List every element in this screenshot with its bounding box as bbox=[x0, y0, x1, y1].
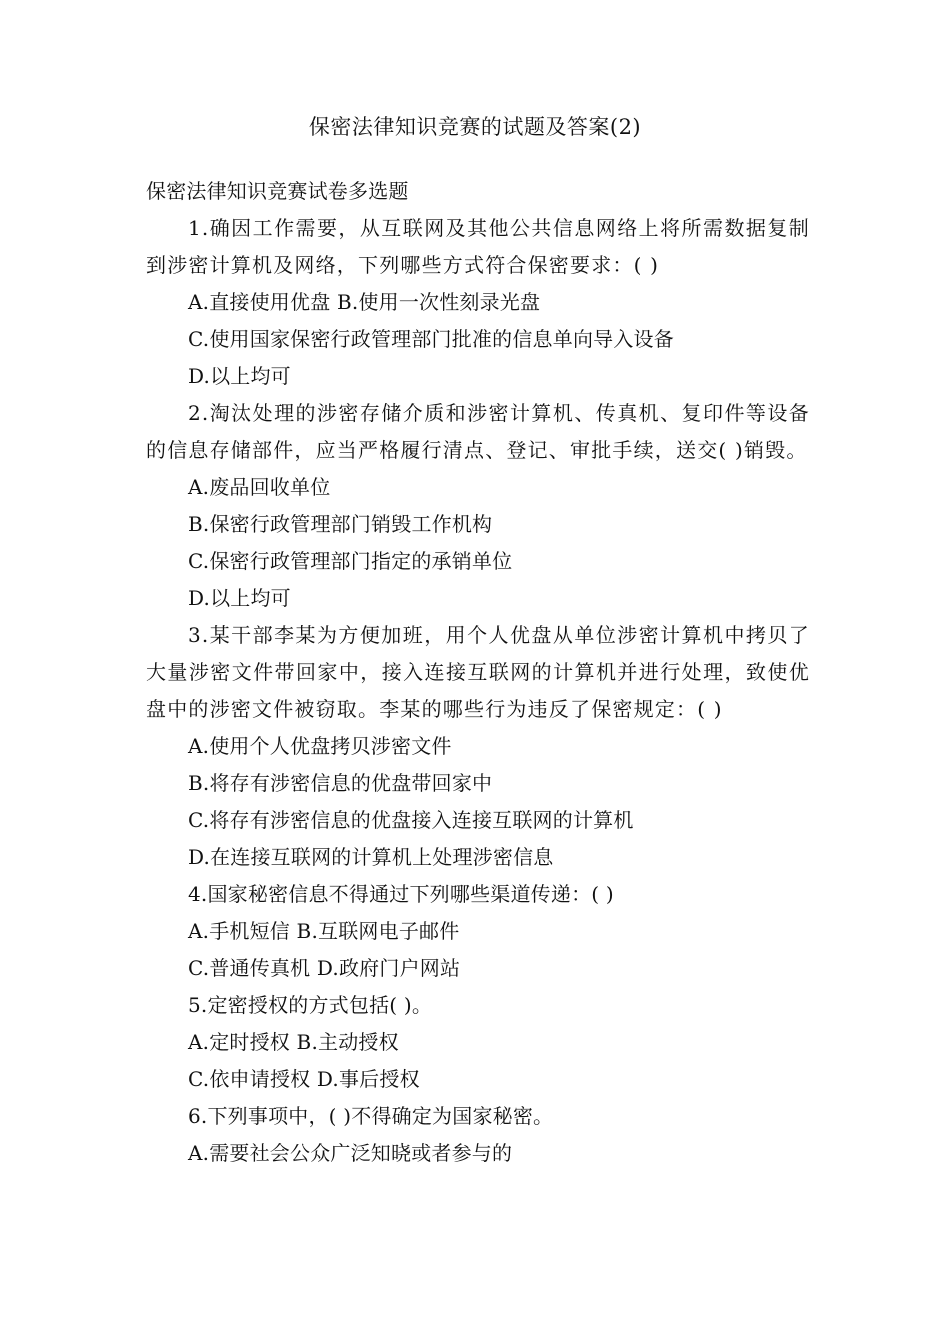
section-heading: 保密法律知识竞赛试卷多选题 bbox=[146, 179, 409, 203]
question-2-option-c: C.保密行政管理部门指定的承销单位 bbox=[188, 549, 513, 573]
question-6-stem: 6.下列事项中，( )不得确定为国家秘密。 bbox=[188, 1104, 554, 1128]
document-body bbox=[146, 173, 810, 1172]
question-1-stem: 1.确因工作需要，从互联网及其他公共信息网络上将所需数据复制到涉密计算机及网络，下列哪些方式符合保密要求：( ) bbox=[146, 216, 810, 277]
document-title: 保密法律知识竞赛的试题及答案(2) bbox=[308, 115, 642, 139]
question-5-option-cd: C.依申请授权 D.事后授权 bbox=[188, 1067, 420, 1091]
question-2-option-d: D.以上均可 bbox=[188, 586, 291, 610]
question-2-option-b: B.保密行政管理部门销毁工作机构 bbox=[188, 512, 493, 536]
question-4-option-ab: A.手机短信 B.互联网电子邮件 bbox=[188, 919, 460, 943]
question-1-option-c: C.使用国家保密行政管理部门批准的信息单向导入设备 bbox=[188, 327, 674, 351]
question-4-option-cd: C.普通传真机 D.政府门户网站 bbox=[188, 956, 461, 980]
question-2-option-a: A.废品回收单位 bbox=[188, 475, 331, 499]
question-3-option-c: C.将存有涉密信息的优盘接入连接互联网的计算机 bbox=[188, 808, 634, 832]
question-1-option-ab: A.直接使用优盘 B.使用一次性刻录光盘 bbox=[188, 290, 541, 314]
question-1-option-d: D.以上均可 bbox=[188, 364, 291, 388]
question-3-option-b: B.将存有涉密信息的优盘带回家中 bbox=[188, 771, 493, 795]
question-6-option-a: A.需要社会公众广泛知晓或者参与的 bbox=[188, 1141, 513, 1165]
question-3-stem: 3.某干部李某为方便加班，用个人优盘从单位涉密计算机中拷贝了大量涉密文件带回家中，接入连接互联网的计算机并进行处理，致使优盘中的涉密文件被窃取。李某的哪些行为违反了保密规定：( ) bbox=[146, 623, 810, 721]
question-3-option-a: A.使用个人优盘拷贝涉密文件 bbox=[188, 734, 452, 758]
question-5-stem: 5.定密授权的方式包括( )。 bbox=[188, 993, 433, 1017]
question-4-stem: 4.国家秘密信息不得通过下列哪些渠道传递：( ) bbox=[188, 882, 614, 906]
question-3-option-d: D.在连接互联网的计算机上处理涉密信息 bbox=[188, 845, 554, 869]
question-5-option-ab: A.定时授权 B.主动授权 bbox=[188, 1030, 399, 1054]
question-2-stem: 2.淘汰处理的涉密存储介质和涉密计算机、传真机、复印件等设备的信息存储部件，应当严格履行清点、登记、审批手续，送交( )销毁。 bbox=[146, 401, 810, 462]
